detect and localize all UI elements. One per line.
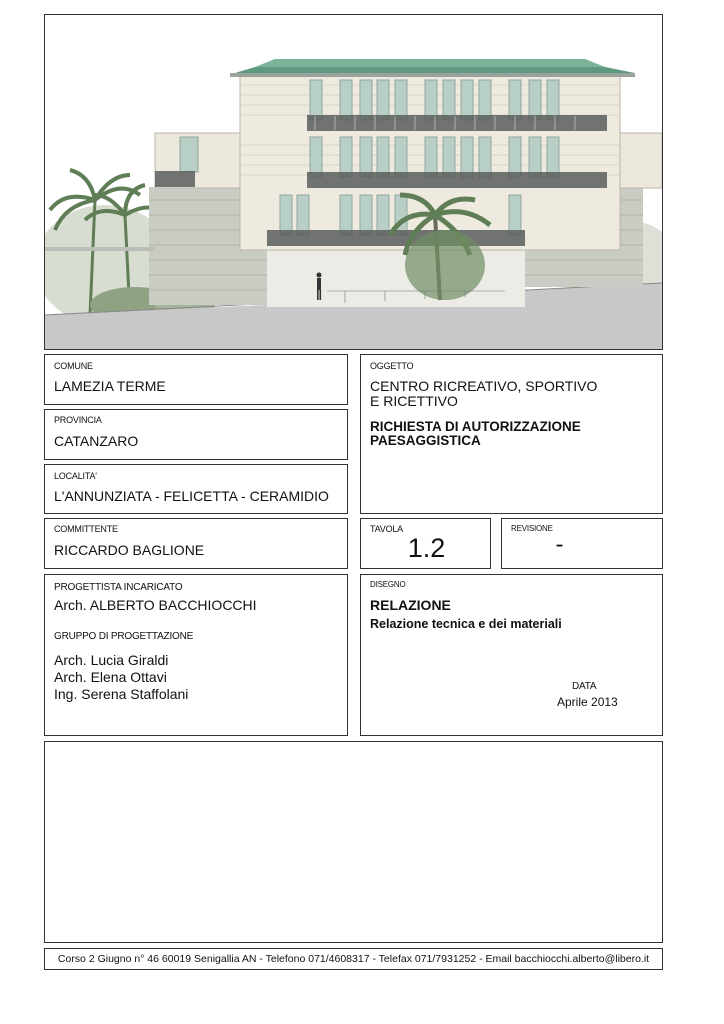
committente-box — [44, 518, 348, 569]
disegno-title: RELAZIONE — [370, 597, 451, 613]
localita-box — [44, 464, 348, 514]
data-value: Aprile 2013 — [557, 695, 618, 709]
progettista-label: PROGETTISTA INCARICATO — [54, 582, 183, 593]
notes-box — [44, 741, 663, 943]
committente-label: COMMITTENTE — [54, 524, 118, 534]
progettista-box — [44, 574, 348, 736]
gruppo-member: Ing. Serena Staffolani — [54, 686, 189, 702]
tavola-label: TAVOLA — [370, 524, 403, 534]
footer-contact: Corso 2 Giugno n° 46 60019 Senigallia AN - Telefono 071/4608317 - Telefax 071/7931252 - Email bacchiocchi.alberto@libero.it — [44, 948, 663, 970]
building-elevation-render — [44, 14, 663, 350]
tavola-box — [360, 518, 491, 569]
progettista-value: Arch. ALBERTO BACCHIOCCHI — [54, 597, 257, 613]
revisione-value: - — [555, 531, 564, 558]
disegno-label: DISEGNO — [370, 580, 406, 589]
localita-label: LOCALITA' — [54, 471, 97, 481]
oggetto-label: OGGETTO — [370, 361, 414, 371]
tavola-value: 1.2 — [407, 533, 446, 563]
data-label: DATA — [572, 681, 597, 692]
gruppo-member: Arch. Elena Ottavi — [54, 669, 167, 685]
comune-box — [44, 354, 348, 405]
localita-value: L'ANNUNZIATA - FELICETTA - CERAMIDIO — [54, 488, 329, 504]
oggetto-line1: CENTRO RICREATIVO, SPORTIVO — [370, 378, 598, 394]
disegno-subtitle: Relazione tecnica e dei materiali — [370, 617, 562, 631]
oggetto-title-line2: PAESAGGISTICA — [370, 433, 481, 448]
oggetto-box — [360, 354, 663, 514]
provincia-label: PROVINCIA — [54, 415, 102, 425]
oggetto-title-line1: RICHIESTA DI AUTORIZZAZIONE — [370, 419, 581, 434]
committente-value: RICCARDO BAGLIONE — [54, 542, 205, 558]
revisione-box — [501, 518, 663, 569]
gruppo-member: Arch. Lucia Giraldi — [54, 652, 169, 668]
comune-label: COMUNE — [54, 361, 93, 371]
comune-value: LAMEZIA TERME — [54, 378, 166, 394]
provincia-box — [44, 409, 348, 460]
oggetto-line2: E RICETTIVO — [370, 393, 458, 409]
disegno-box — [360, 574, 663, 736]
gruppo-label: GRUPPO DI PROGETTAZIONE — [54, 631, 194, 642]
provincia-value: CATANZARO — [54, 433, 139, 449]
building-elevation-image — [45, 15, 662, 349]
revisione-label: REVISIONE — [511, 524, 553, 533]
